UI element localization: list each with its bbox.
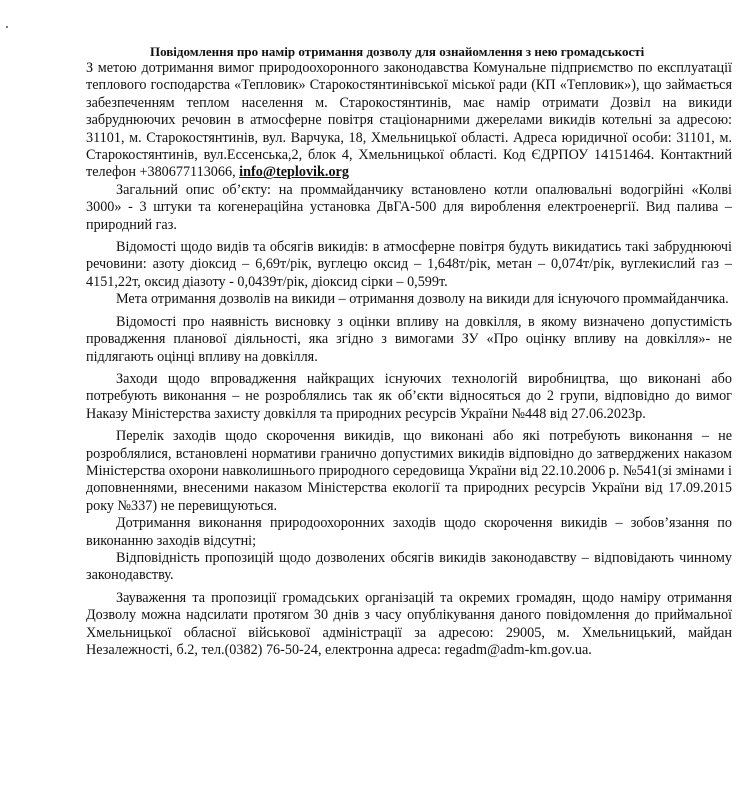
purpose-paragraph: Мета отримання дозволів на викиди – отримання дозволу на викиди для існуючого проммайданчика. bbox=[116, 291, 729, 308]
intro-text: З метою дотримання вимог природоохоронного законодавства Комунальне підприємство по експлуатації теплового господарства «Тепловик» Старокостянтинівської міської ради (КП «Тепловик»), що займається забезпеченням теплом населення м. Старокостянтинів, має намір отримати Дозвіл на викиди забруднюючих речовин в атмосферне повітря стаціонарними джерелами викидів котельні за адресою: 31101, м. Старокостянтинів, вул. Варчука, 18, Хмельницької області. Адреса юридичної особи: 31101, м. Старокостянтинів, вул.Ессенська,2, блок 4, Хмельницької області. Код ЄДРПОУ 14151464. Контактний телефон +380677113066, bbox=[86, 60, 732, 181]
document-title: Повідомлення про намір отримання дозволу для ознайомлення з нею громадськості bbox=[150, 44, 645, 59]
assessment-paragraph: Відомості про наявність висновку з оцінки впливу на довкілля, в якому визначено допустимість провадження планової діяльності, яка згідно з вимогами ЗУ «Про оцінку впливу на довкілля»- не підлягають оцінці впливу на довкілля. bbox=[86, 313, 732, 365]
contact-email-link[interactable]: info@teplovik.org bbox=[239, 164, 349, 181]
technologies-paragraph: Заходи щодо впровадження найкращих існуючих технологій виробництва, що виконані або потребують виконання – не розроблялись так як об’єкти відносяться до 2 групи, відповідно до вимог Наказу Міністерства захисту довкілля та природних ресурсів України №448 від 27.06.2023р. bbox=[86, 370, 732, 422]
public-comments-paragraph: Зауваження та пропозиції громадських організацій та окремих громадян, щодо наміру отримання Дозволу можна надсилати протягом 30 днів з часу опублікування даного повідомлення до приймальної Хмельницької обласної військової адміністрації за адресою: 29005, м. Хмельницький, майдан Незалежності, б.2, тел.(0382) 76-50-24, електронна адреса: regadm@adm-km.gov.ua. bbox=[86, 589, 732, 658]
compliance-paragraph: Дотримання виконання природоохоронних заходів щодо скорочення викидів – зобов’язання по виконанню заходів відсутні; bbox=[86, 515, 732, 549]
conformity-paragraph: Відповідність пропозицій щодо дозволених обсягів викидів законодавству – відповідають чинному законодавству. bbox=[86, 549, 732, 584]
document-body bbox=[86, 60, 732, 659]
reduction-measures-paragraph: Перелік заходів щодо скорочення викидів, що виконані або які потребують виконання – не розроблялися, встановлені нормативи гранично допустимих викидів відповідно до затверджених наказом Міністерства охорони навколишнього природного середовища України від 22.10.2006 р. №541(зі змінами і доповненнями, внесеними наказом Міністерства екології та природних ресурсів України від 17.09.2015 року №337) не перевищуються. bbox=[86, 428, 732, 514]
emissions-paragraph: Відомості щодо видів та обсягів викидів: в атмосферне повітря будуть викидатись такі забруднюючі речовини: азоту діоксид – 6,69т/рік, вуглецю оксид – 1,648т/рік, метан – 0,074т/рік, вуглекислий газ – 4151,22т, оксид діазоту - 0,0439т/рік, діоксид сірки – 0,599т. bbox=[86, 239, 732, 290]
object-description-paragraph: Загальний опис об’єкту: на проммайданчику встановлено котли опалювальні водогрійні «Колві 3000» - 3 штуки та когенераційна установка ДвГА-500 для вироблення електроенергії. Вид палива – природний газ. bbox=[86, 181, 732, 233]
intro-paragraph bbox=[86, 60, 732, 182]
scan-speck bbox=[6, 26, 8, 28]
